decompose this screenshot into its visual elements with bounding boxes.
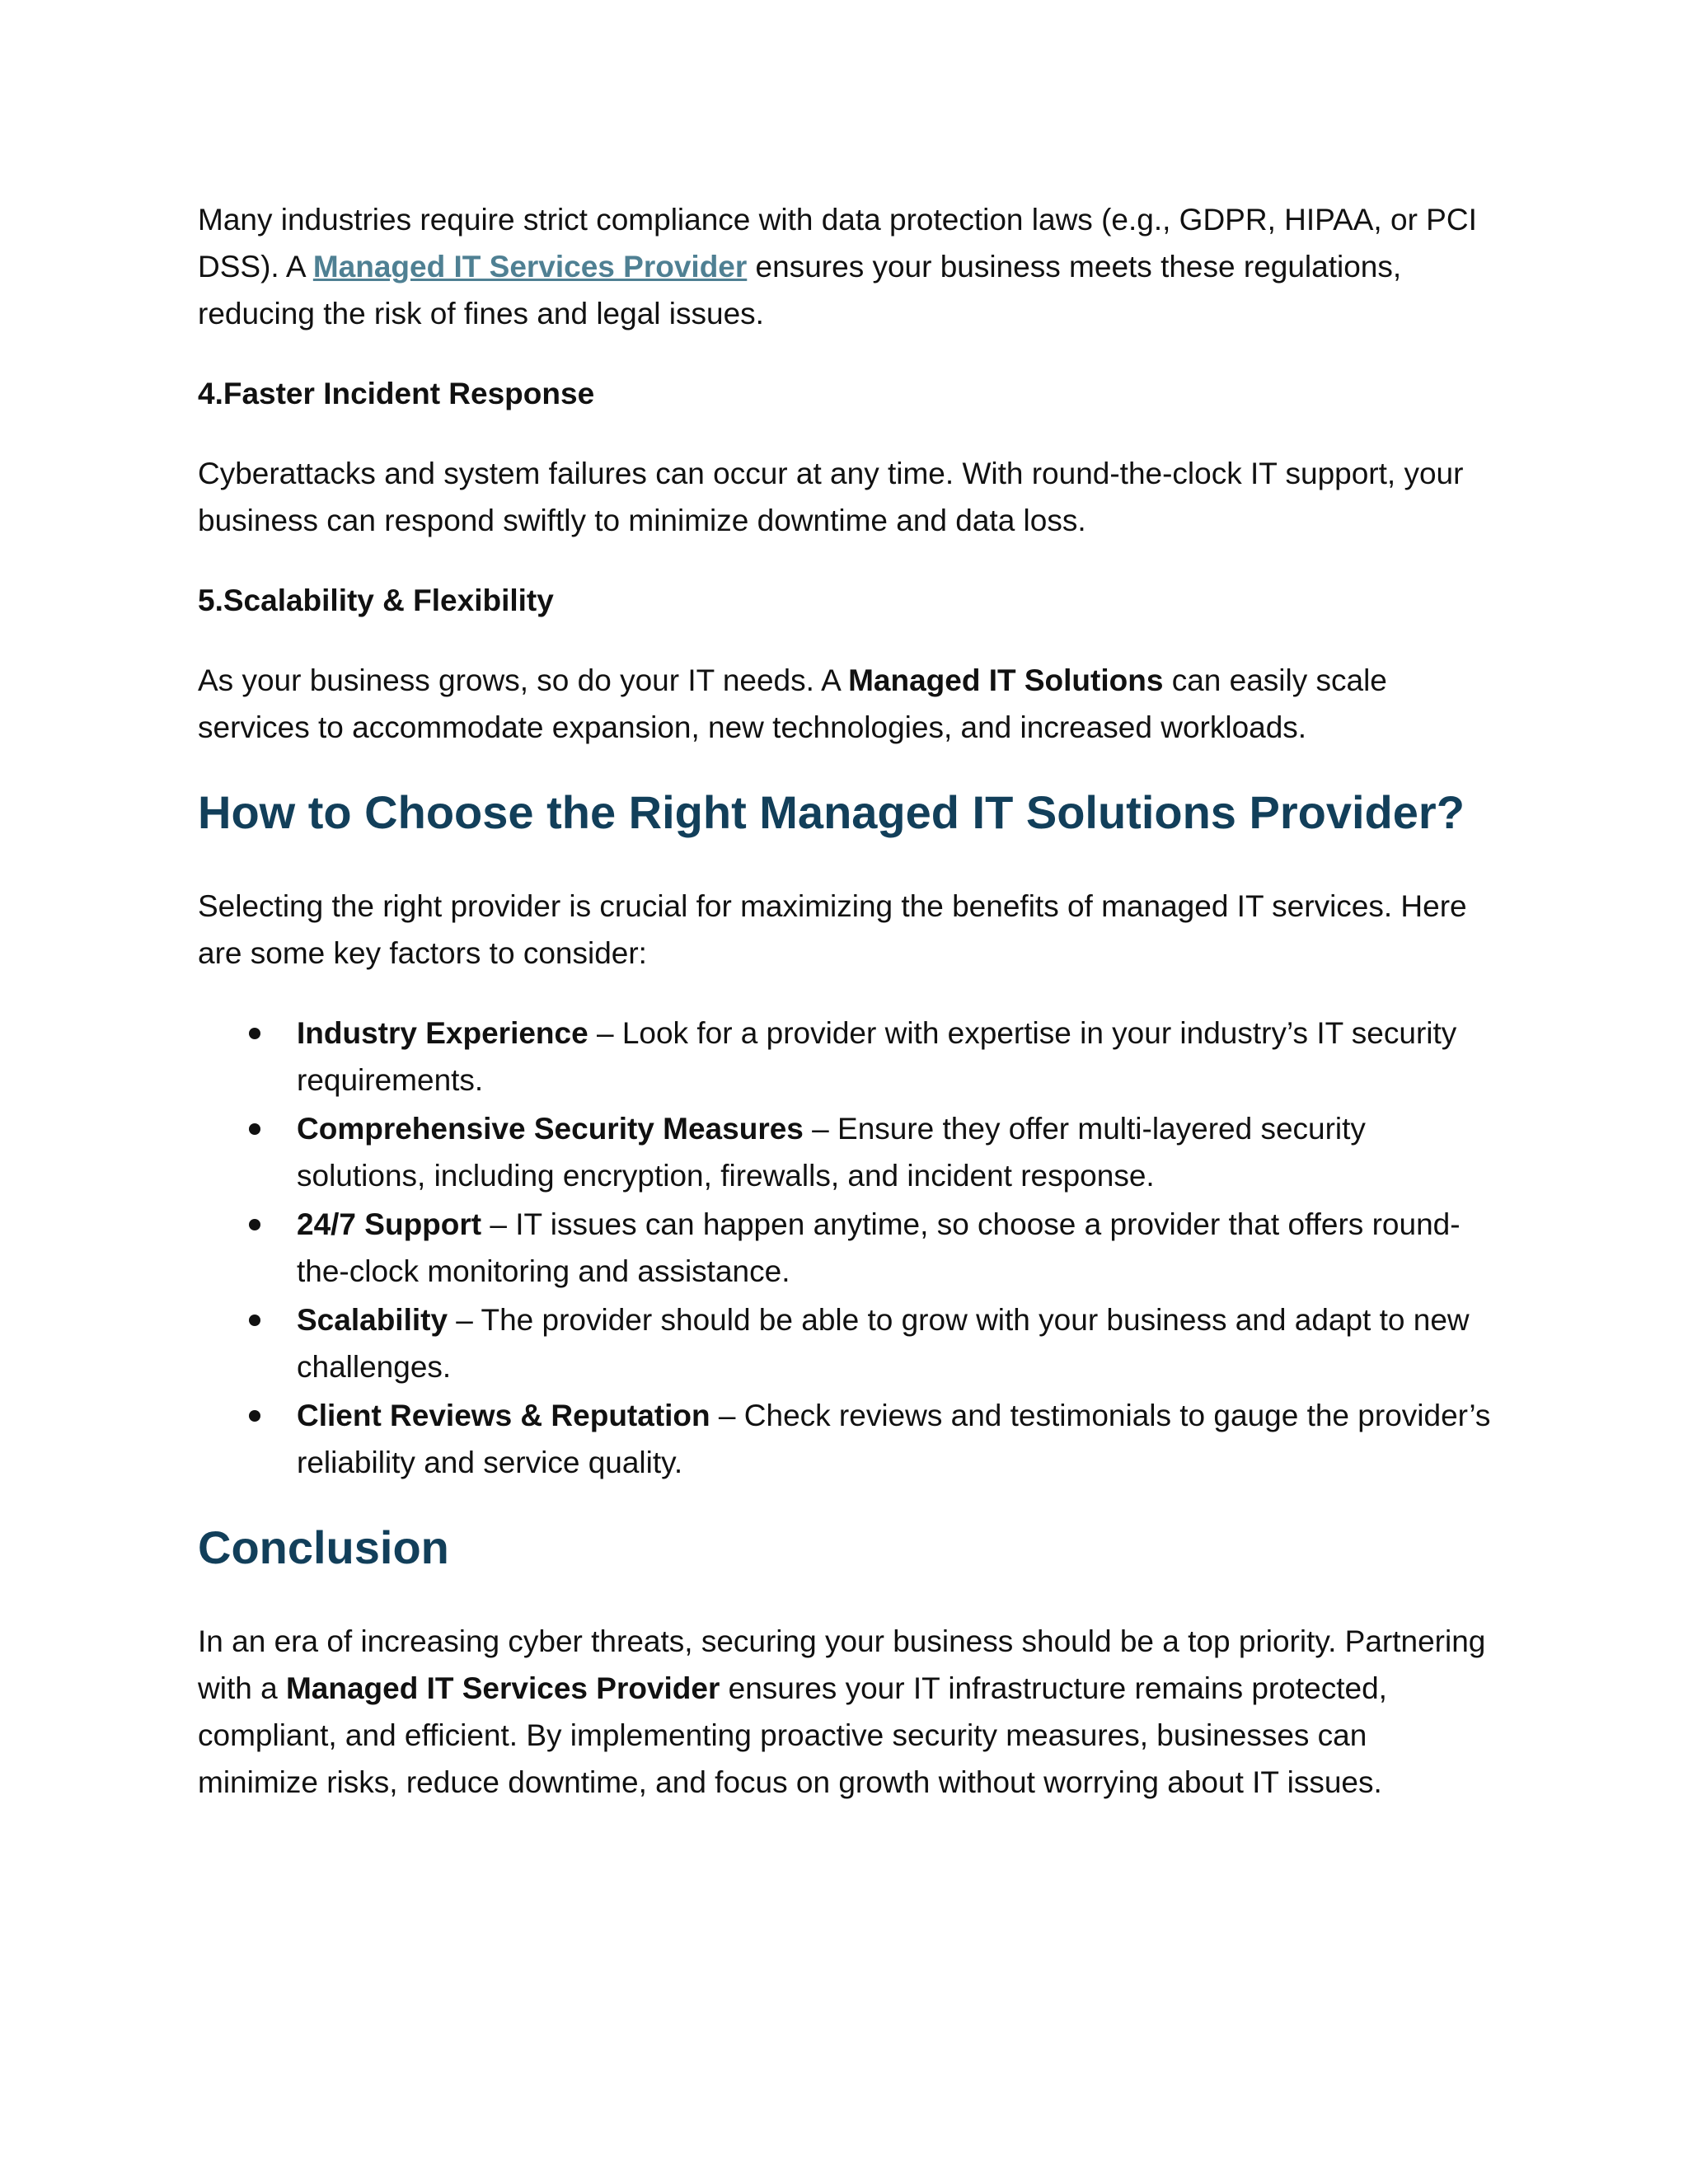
- bullet-icon: [249, 1315, 260, 1326]
- scalability-text-end: can easily scale services to accommodate expansion, new technologies, and increased workloads.: [198, 663, 1387, 744]
- bullet-icon: [249, 1410, 260, 1422]
- scalability-flexibility-paragraph: [198, 657, 1492, 751]
- compliance-paragraph: [198, 196, 1492, 337]
- list-item-text: – Check reviews and testimonials to gauge the provider’s reliability and service quality.: [297, 1399, 1491, 1479]
- scalability-flexibility-heading: 5.Scalability & Flexibility: [198, 583, 554, 617]
- list-item-bold: Comprehensive Security Measures: [297, 1112, 804, 1146]
- list-item-bold: Industry Experience: [297, 1016, 588, 1050]
- list-item-text: – The provider should be able to grow with your business and adapt to new challenges.: [297, 1303, 1470, 1384]
- list-item: [198, 1010, 1492, 1104]
- choose-provider-heading: How to Choose the Right Managed IT Solutions Provider?: [198, 786, 1465, 838]
- managed-it-services-provider-link[interactable]: Managed IT Services Provider: [312, 250, 748, 284]
- list-item: [198, 1105, 1492, 1199]
- bullet-icon: [249, 1123, 260, 1135]
- list-item: [198, 1296, 1492, 1390]
- list-item: [198, 1392, 1492, 1486]
- conclusion-text-end: ensures your IT infrastructure remains protected, compliant, and efficient. By implementing proactive security measures, businesses can minimize risks, reduce downtime, and focus on growth without worrying about IT issues.: [198, 1671, 1387, 1799]
- list-item-bold: Client Reviews & Reputation: [297, 1399, 710, 1432]
- list-item: [198, 1201, 1492, 1295]
- compliance-text-end: ensures your business meets these regulations, reducing the risk of fines and legal issues.: [198, 250, 1402, 330]
- list-item-text: – IT issues can happen anytime, so choose a provider that offers round-the-clock monitoring and assistance.: [297, 1207, 1461, 1288]
- list-item-bold: Scalability: [297, 1303, 448, 1337]
- managed-it-services-provider-bold: Managed IT Services Provider: [285, 1671, 720, 1705]
- list-item-text: – Look for a provider with expertise in your industry’s IT security requirements.: [297, 1016, 1457, 1097]
- list-item-bold: 24/7 Support: [297, 1207, 482, 1241]
- conclusion-heading: Conclusion: [198, 1521, 449, 1573]
- key-factors-list: [198, 1010, 1492, 1486]
- list-item-text: – Ensure they offer multi-layered security solutions, including encryption, firewalls, and incident response.: [297, 1112, 1366, 1193]
- faster-incident-response-heading: 4.Faster Incident Response: [198, 377, 595, 410]
- compliance-text-start: Many industries require strict compliance with data protection laws (e.g., GDPR, HIPAA, or PCI DSS). A: [198, 203, 1477, 284]
- scalability-text-start: As your business grows, so do your IT needs. A: [198, 663, 849, 697]
- conclusion-paragraph: [198, 1618, 1492, 1806]
- faster-incident-response-paragraph: Cyberattacks and system failures can occur at any time. With round-the-clock IT support, your business can respond swiftly to minimize downtime and data loss.: [198, 457, 1464, 537]
- bullet-icon: [249, 1219, 260, 1230]
- bullet-icon: [249, 1028, 260, 1039]
- managed-it-solutions-bold: Managed IT Solutions: [848, 663, 1164, 697]
- document-page: [198, 196, 1492, 1806]
- choose-provider-intro: Selecting the right provider is crucial for maximizing the benefits of managed IT services. Here are some key factors to consider:: [198, 889, 1467, 970]
- conclusion-text-start: In an era of increasing cyber threats, securing your business should be a top priority. Partnering with a: [198, 1624, 1486, 1705]
